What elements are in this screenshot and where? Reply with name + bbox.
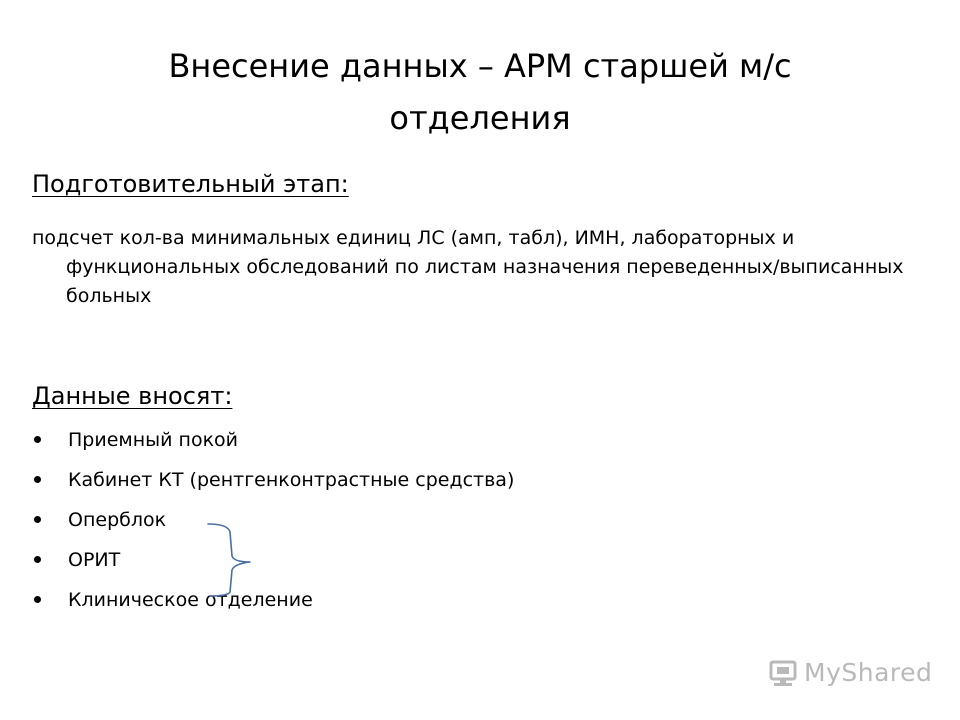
brace-icon bbox=[206, 518, 252, 598]
watermark-text: MyShared bbox=[804, 658, 933, 687]
list-item bbox=[32, 548, 514, 588]
watermark bbox=[768, 656, 933, 692]
list-item bbox=[32, 508, 514, 548]
preparation-text: подсчет кол-ва минимальных единиц ЛС (амп, табл), ИМН, лабораторных и функциональных обследований по листам назначения переведенных/выписанных больных bbox=[32, 227, 904, 307]
list-item-label: ОРИТ bbox=[68, 549, 121, 571]
bullet-icon bbox=[34, 516, 41, 523]
data-entry-list bbox=[32, 428, 514, 628]
list-item bbox=[32, 468, 514, 508]
list-item bbox=[32, 588, 514, 628]
bullet-icon bbox=[34, 436, 41, 443]
myshared-logo-icon bbox=[768, 658, 800, 688]
bullet-icon bbox=[34, 556, 41, 563]
slide-title: Внесение данных – АРМ старшей м/с отделения bbox=[168, 47, 792, 137]
list-item-label: Клиническое отделение bbox=[68, 589, 313, 611]
data-entry-heading: Данные вносят: bbox=[32, 382, 233, 410]
preparation-heading: Подготовительный этап: bbox=[32, 170, 349, 198]
list-item-label: Кабинет КТ (рентгенконтрастные средства) bbox=[68, 469, 515, 491]
bullet-icon bbox=[34, 476, 41, 483]
list-item-label: Оперблок bbox=[68, 509, 167, 531]
bullet-icon bbox=[34, 596, 41, 603]
list-item-label: Приемный покой bbox=[68, 429, 239, 451]
list-item bbox=[32, 428, 514, 468]
